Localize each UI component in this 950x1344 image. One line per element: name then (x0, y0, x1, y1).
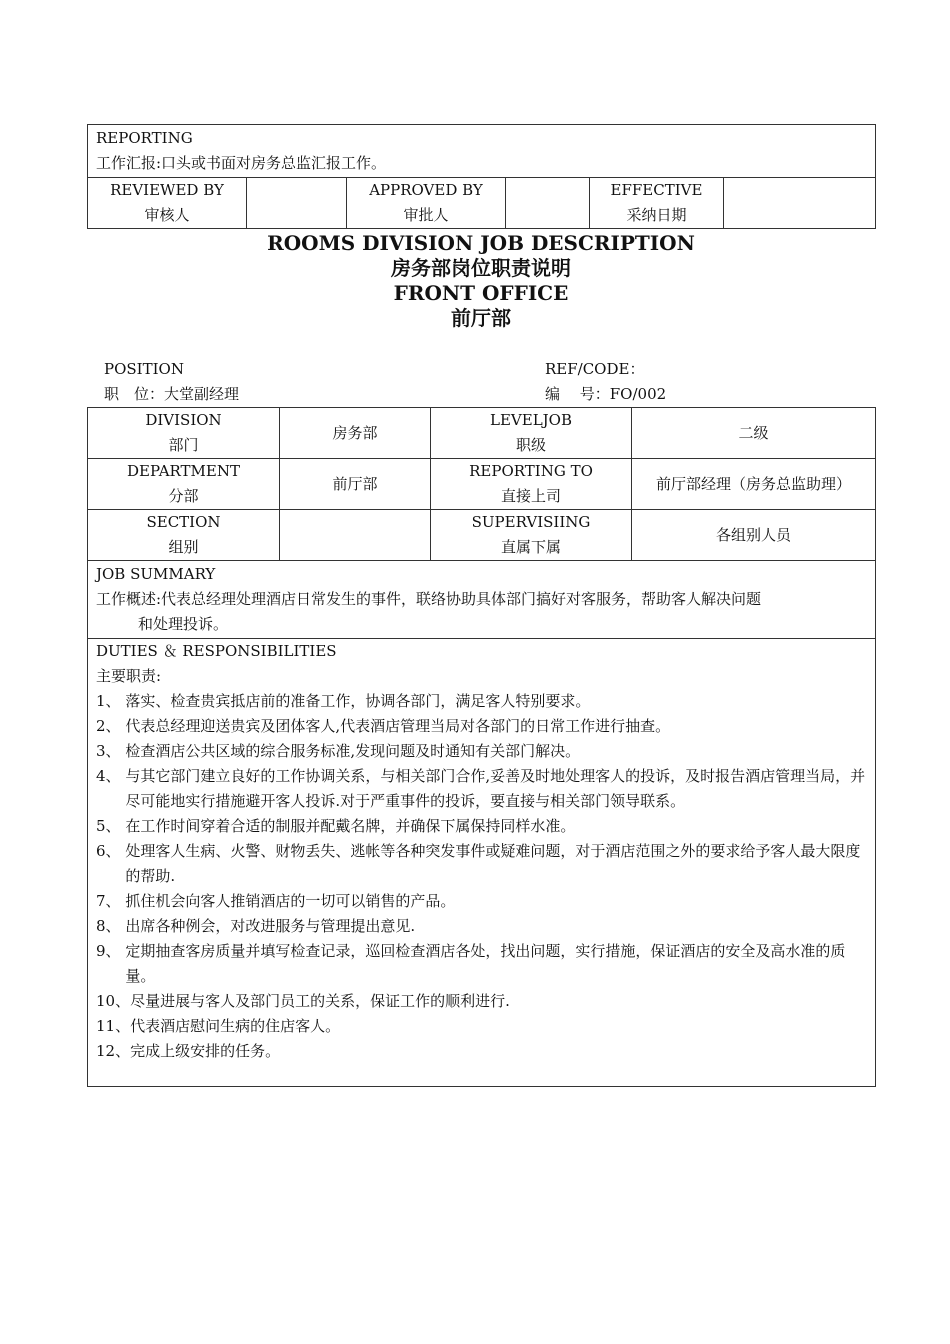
list-item: 10、 尽量进展与客人及部门员工的关系，保证工作的顺利进行. (96, 992, 510, 1010)
position-row (87, 357, 875, 407)
duties-label: DUTIES ＆ RESPONSIBILITIES (96, 642, 337, 660)
ref-code-label: REF/CODE： (545, 360, 645, 378)
list-item: 3、 检查酒店公共区域的综合服务标准,发现问题及时通知有关部门解决。 (96, 742, 581, 760)
job-summary-cell (88, 561, 876, 639)
approval-table (87, 124, 876, 229)
reporting-text: 工作汇报:口头或书面对房务总监汇报工作。 (96, 154, 387, 172)
division-value: 房务部 (280, 408, 431, 459)
list-item: 5、 在工作时间穿着合适的制服并配戴名牌，并确保下属保持同样水准。 (96, 817, 576, 835)
position-info (104, 357, 239, 407)
division-label: DIVISION 部门 (88, 408, 280, 459)
duties-label-cn: 主要职责: (96, 667, 162, 685)
level-value: 二级 (632, 408, 876, 459)
title-line-1: ROOMS DIVISION JOB DESCRIPTION (267, 231, 695, 255)
position-value: 职 位：大堂副经理 (104, 385, 240, 403)
approved-by-field[interactable] (506, 178, 590, 229)
section-value (280, 510, 431, 561)
level-label: LEVELJOB 职级 (431, 408, 632, 459)
list-item: 7、 抓住机会向客人推销酒店的一切可以销售的产品。 (96, 892, 456, 910)
list-item: 4、 与其它部门建立良好的工作协调关系，与相关部门合作,妥善及时地处理客人的投诉，及时报告酒店管理当局，并尽可能地实行措施避开客人投诉.对于严重事件的投诉，要直接与相关部门领导联系。 (96, 767, 866, 810)
list-item: 11、 代表酒店慰问生病的住店客人。 (96, 1017, 341, 1035)
document-title (87, 231, 875, 331)
list-item: 12、 完成上级安排的任务。 (96, 1042, 281, 1060)
department-label: DEPARTMENT 分部 (88, 459, 280, 510)
section-label: SECTION 组别 (88, 510, 280, 561)
duties-list (88, 639, 875, 1086)
reporting-label: REPORTING (96, 129, 193, 147)
job-summary-label: JOB SUMMARY (96, 565, 216, 583)
department-value: 前厅部 (280, 459, 431, 510)
effective-date-field[interactable] (724, 178, 876, 229)
job-info-table (87, 407, 876, 1087)
job-description-sheet (87, 124, 875, 1087)
ref-code-info (545, 357, 666, 407)
reviewed-by-label: REVIEWED BY 审核人 (88, 178, 247, 229)
supervising-value: 各组别人员 (632, 510, 876, 561)
reporting-cell (88, 125, 876, 178)
duties-cell (88, 639, 876, 1087)
reporting-to-label: REPORTING TO 直接上司 (431, 459, 632, 510)
job-summary-line-2: 和处理投诉。 (138, 615, 229, 633)
supervising-label: SUPERVISIING 直属下属 (431, 510, 632, 561)
approved-by-label: APPROVED BY 审批人 (347, 178, 506, 229)
position-label: POSITION (104, 360, 184, 378)
title-line-3: FRONT OFFICE (393, 281, 569, 305)
list-item: 1、 落实、检查贵宾抵店前的准备工作，协调各部门，满足客人特别要求。 (96, 692, 591, 710)
title-line-2: 房务部岗位职责说明 (391, 256, 571, 280)
reviewed-by-field[interactable] (247, 178, 347, 229)
job-summary-line-1: 工作概述:代表总经理处理酒店日常发生的事件，联络协助具体部门搞好对客服务，帮助客人解决问题 (96, 590, 762, 608)
list-item: 9、 定期抽查客房质量并填写检查记录，巡回检查酒店各处，找出问题，实行措施，保证酒店的安全及高水准的质量。 (96, 942, 846, 985)
title-line-4: 前厅部 (451, 306, 511, 330)
list-item: 8、 出席各种例会，对改进服务与管理提出意见. (96, 917, 416, 935)
list-item: 6、 处理客人生病、火警、财物丢失、逃帐等各种突发事件或疑难问题，对于酒店范围之外的要求给予客人最大限度的帮助. (96, 842, 861, 885)
duty-items (96, 689, 867, 1064)
effective-date-label: EFFECTIVE 采纳日期 (590, 178, 724, 229)
reporting-to-value: 前厅部经理（房务总监助理） (632, 459, 876, 510)
list-item: 2、 代表总经理迎送贵宾及团体客人,代表酒店管理当局对各部门的日常工作进行抽查。 (96, 717, 671, 735)
ref-code-value: 编 号：FO/002 (545, 385, 667, 403)
